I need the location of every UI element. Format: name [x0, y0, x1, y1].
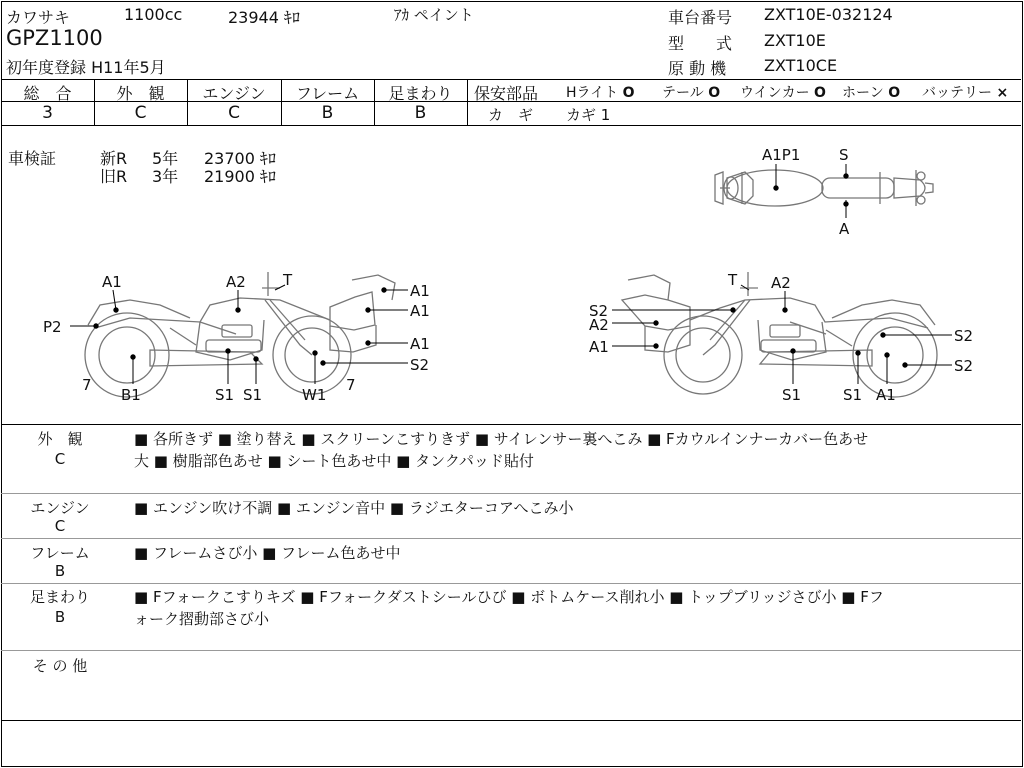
maker: カワサキ [6, 8, 71, 27]
grade-frame-label: フレーム [295, 84, 360, 103]
inspection-label: 車検証 [8, 149, 57, 168]
remark-suspension-label: 足まわり [29, 588, 90, 606]
remark-engine-label: エンジン [30, 499, 90, 517]
diag-label: A2 [226, 273, 246, 291]
frame-no: ZXT10E-032124 [764, 5, 893, 24]
grade-suspension-value: B [414, 103, 427, 123]
remark-suspension-line2: ォーク摺動部さび小 [134, 610, 270, 628]
displacement: 1100cc [124, 5, 183, 24]
safety-horn: ホーン O [842, 85, 901, 101]
diag-label: S2 [954, 357, 974, 375]
inspection-new-km: 23700 ｷﾛ [204, 149, 276, 168]
mileage: 23944 ｷﾛ [228, 8, 300, 27]
remark-exterior-grade: C [54, 450, 66, 468]
remark-engine-line1: ■ エンジン吹け不調 ■ エンジン音中 ■ ラジエターコアへこみ小 [134, 499, 574, 517]
safety-tail: テール O [662, 85, 721, 101]
diag-label: A2 [589, 316, 609, 334]
type-value: ZXT10E [764, 31, 826, 50]
remark-engine-grade: C [54, 517, 66, 535]
grade-suspension-label: 足まわり [388, 84, 453, 103]
remark-frame-label: フレーム [30, 544, 90, 562]
diag-label: T [728, 271, 738, 289]
color: ｱｶ ペイント [394, 6, 474, 24]
inspection-old-years: 3年 [152, 167, 179, 186]
diag-label: S1 [782, 386, 802, 404]
diag-label: A1 [410, 282, 430, 300]
grade-engine-label: エンジン [202, 84, 266, 103]
diag-label: A [839, 220, 850, 238]
key-value: カギ 1 [566, 106, 611, 124]
remark-suspension-line1: ■ Fフォークこすりキズ ■ Fフォークダストシールひび ■ ボトムケース削れ小 ■ トップブリッジさび小 ■ Fフ [134, 588, 884, 606]
diag-label: A1P1 [762, 146, 801, 164]
safety-headlight: Hライト O [566, 85, 635, 101]
remark-exterior-line2: 大 ■ 樹脂部色あせ ■ シート色あせ中 ■ タンクパッド貼付 [134, 452, 534, 470]
remark-other-label: そ の 他 [32, 657, 88, 675]
diag-label: P2 [43, 318, 62, 336]
model-name: GPZ1100 [6, 26, 103, 50]
grade-frame-value: B [321, 103, 334, 123]
remark-exterior-line1: ■ 各所きず ■ 塗り替え ■ スクリーンこすりきず ■ サイレンサー裏へこみ ■ Fカウルインナーカバー色あせ [134, 430, 869, 448]
frame-no-label: 車台番号 [668, 8, 733, 27]
remark-frame-grade: B [54, 562, 66, 580]
remark-exterior-label: 外 観 [37, 430, 83, 448]
diag-label: S [839, 146, 849, 164]
first-registration: 初年度登録 H11年5月 [6, 58, 166, 77]
remark-frame-line1: ■ フレームさび小 ■ フレーム色あせ中 [134, 544, 401, 562]
divider [467, 101, 1021, 102]
grade-engine-value: C [228, 103, 240, 123]
diag-label: B1 [121, 386, 141, 404]
diag-label: S2 [954, 327, 974, 345]
divider [1, 583, 1021, 584]
key-label: カ ギ [488, 106, 534, 124]
diag-label: S1 [243, 386, 263, 404]
diag-label: A1 [589, 338, 609, 356]
divider [1, 493, 1021, 494]
inspection-old-label: 旧R [100, 167, 128, 186]
divider [1, 79, 1021, 80]
safety-winker: ウインカー O [740, 85, 826, 101]
diag-label: W1 [302, 386, 327, 404]
diag-label: A1 [102, 273, 122, 291]
engine-label: 原 動 機 [668, 59, 727, 78]
grade-overall-label: 総 合 [23, 84, 72, 103]
grade-overall-value: 3 [42, 103, 53, 123]
diag-label: 7 [346, 376, 356, 394]
inspection-new-years: 5年 [152, 149, 179, 168]
divider [467, 79, 468, 125]
diag-label: S1 [215, 386, 235, 404]
grade-exterior-label: 外 観 [116, 84, 165, 103]
remark-suspension-grade: B [54, 608, 66, 626]
diag-label: A2 [771, 274, 791, 292]
motorcycle-damage-diagram [0, 126, 1024, 424]
safety-parts-label: 保安部品 [474, 84, 539, 103]
type-label: 型 式 [668, 34, 733, 53]
grade-exterior-value: C [134, 103, 147, 123]
divider [1, 424, 1021, 425]
engine-value: ZXT10CE [764, 56, 838, 75]
diag-label: A1 [410, 302, 430, 320]
diag-label: 7 [82, 376, 92, 394]
divider [1, 650, 1021, 651]
diag-label: S2 [410, 356, 430, 374]
divider [1, 538, 1021, 539]
diag-label: T [283, 271, 293, 289]
inspection-new-label: 新R [100, 149, 128, 168]
inspection-old-km: 21900 ｷﾛ [204, 167, 276, 186]
motorcycle-top-view-icon [715, 170, 933, 206]
diag-label: S1 [843, 386, 863, 404]
safety-battery: バッテリー × [922, 85, 1009, 101]
diag-label: A1 [410, 335, 430, 353]
diag-label: S2 [589, 302, 609, 320]
diag-label: A1 [876, 386, 896, 404]
divider [1, 720, 1021, 721]
